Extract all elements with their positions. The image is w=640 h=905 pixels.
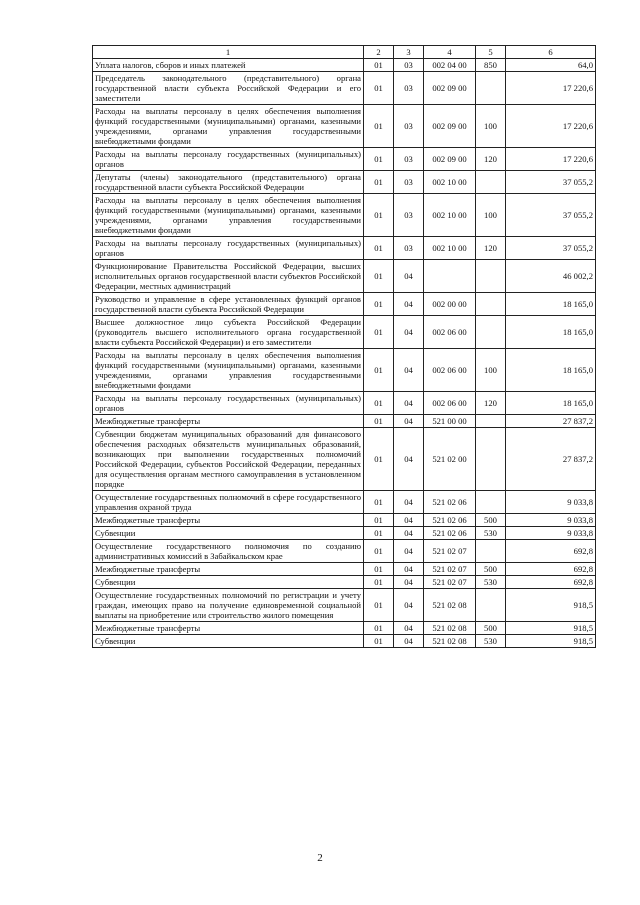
cell-expense-type: 500 xyxy=(476,514,506,527)
cell-amount: 9 033,8 xyxy=(506,491,596,514)
cell-subsection: 03 xyxy=(394,194,424,237)
cell-target-article: 521 02 07 xyxy=(424,540,476,563)
cell-subsection: 04 xyxy=(394,514,424,527)
cell-name: Председатель законодательного (представительного) органа государственной власти субъекта Российской Федерации и его заместители xyxy=(93,72,364,105)
cell-section: 01 xyxy=(364,392,394,415)
cell-section: 01 xyxy=(364,316,394,349)
table-row xyxy=(93,527,596,540)
cell-amount: 9 033,8 xyxy=(506,514,596,527)
cell-amount: 17 220,6 xyxy=(506,105,596,148)
cell-target-article: 002 04 00 xyxy=(424,59,476,72)
cell-section: 01 xyxy=(364,576,394,589)
cell-target-article: 521 02 00 xyxy=(424,428,476,491)
table-row xyxy=(93,415,596,428)
cell-amount: 37 055,2 xyxy=(506,171,596,194)
page-number: 2 xyxy=(317,852,323,864)
cell-target-article: 002 10 00 xyxy=(424,194,476,237)
cell-target-article: 002 00 00 xyxy=(424,293,476,316)
cell-name: Расходы на выплаты персоналу в целях обеспечения выполнения функций государственными (муниципальными) органами, казенными учреждениями, органами управления государственными внебюджетными фондами xyxy=(93,105,364,148)
cell-expense-type: 850 xyxy=(476,59,506,72)
cell-subsection: 03 xyxy=(394,72,424,105)
cell-amount: 18 165,0 xyxy=(506,349,596,392)
cell-name: Расходы на выплаты персоналу государственных (муниципальных) органов xyxy=(93,148,364,171)
cell-name: Межбюджетные трансферты xyxy=(93,415,364,428)
cell-name: Осуществление государственного полномочия по созданию административных комиссий в Забайкальском крае xyxy=(93,540,364,563)
cell-name: Расходы на выплаты персоналу в целях обеспечения выполнения функций государственными (муниципальными) органами, казенными учреждениями, органами управления государственными внебюджетными фондами xyxy=(93,194,364,237)
budget-table xyxy=(92,45,596,648)
cell-section: 01 xyxy=(364,514,394,527)
cell-expense-type xyxy=(476,491,506,514)
cell-target-article: 002 09 00 xyxy=(424,72,476,105)
header-col-4: 4 xyxy=(424,46,476,59)
cell-expense-type: 120 xyxy=(476,237,506,260)
cell-name: Субвенции xyxy=(93,576,364,589)
cell-expense-type: 120 xyxy=(476,148,506,171)
cell-subsection: 04 xyxy=(394,527,424,540)
cell-section: 01 xyxy=(364,237,394,260)
cell-name: Субвенции xyxy=(93,527,364,540)
cell-amount: 692,8 xyxy=(506,563,596,576)
cell-name: Расходы на выплаты персоналу государственных (муниципальных) органов xyxy=(93,237,364,260)
header-col-6: 6 xyxy=(506,46,596,59)
cell-amount: 64,0 xyxy=(506,59,596,72)
cell-expense-type: 500 xyxy=(476,563,506,576)
cell-expense-type: 530 xyxy=(476,527,506,540)
cell-target-article: 002 09 00 xyxy=(424,148,476,171)
cell-subsection: 04 xyxy=(394,392,424,415)
cell-name: Руководство и управление в сфере установленных функций органов государственной власти субъекта Российской Федерации xyxy=(93,293,364,316)
cell-target-article: 002 10 00 xyxy=(424,237,476,260)
table-row xyxy=(93,105,596,148)
cell-amount: 27 837,2 xyxy=(506,428,596,491)
cell-subsection: 04 xyxy=(394,349,424,392)
cell-target-article xyxy=(424,260,476,293)
cell-amount: 9 033,8 xyxy=(506,527,596,540)
cell-expense-type xyxy=(476,589,506,622)
cell-name: Расходы на выплаты персоналу в целях обеспечения выполнения функций государственными (муниципальными) органами, казенными учреждениями, органами управления государственными внебюджетными фондами xyxy=(93,349,364,392)
cell-expense-type: 530 xyxy=(476,576,506,589)
cell-section: 01 xyxy=(364,72,394,105)
table-row xyxy=(93,622,596,635)
table-row xyxy=(93,293,596,316)
cell-target-article: 521 02 08 xyxy=(424,635,476,648)
cell-target-article: 521 02 06 xyxy=(424,527,476,540)
cell-section: 01 xyxy=(364,59,394,72)
cell-amount: 37 055,2 xyxy=(506,237,596,260)
cell-amount: 918,5 xyxy=(506,589,596,622)
header-col-3: 3 xyxy=(394,46,424,59)
cell-section: 01 xyxy=(364,171,394,194)
cell-expense-type: 530 xyxy=(476,635,506,648)
table-row xyxy=(93,59,596,72)
cell-expense-type xyxy=(476,428,506,491)
cell-expense-type xyxy=(476,316,506,349)
cell-subsection: 04 xyxy=(394,622,424,635)
cell-name: Расходы на выплаты персоналу государственных (муниципальных) органов xyxy=(93,392,364,415)
table-row xyxy=(93,635,596,648)
cell-target-article: 521 02 08 xyxy=(424,622,476,635)
cell-target-article: 521 02 07 xyxy=(424,563,476,576)
cell-subsection: 04 xyxy=(394,415,424,428)
table-row xyxy=(93,514,596,527)
cell-section: 01 xyxy=(364,105,394,148)
table-row xyxy=(93,589,596,622)
table-row xyxy=(93,392,596,415)
cell-subsection: 04 xyxy=(394,576,424,589)
cell-amount: 918,5 xyxy=(506,635,596,648)
cell-amount: 17 220,6 xyxy=(506,148,596,171)
cell-subsection: 04 xyxy=(394,428,424,491)
cell-amount: 46 002,2 xyxy=(506,260,596,293)
cell-subsection: 04 xyxy=(394,635,424,648)
cell-expense-type: 100 xyxy=(476,349,506,392)
cell-section: 01 xyxy=(364,349,394,392)
table-row xyxy=(93,540,596,563)
header-col-5: 5 xyxy=(476,46,506,59)
cell-amount: 692,8 xyxy=(506,540,596,563)
cell-name: Депутаты (члены) законодательного (представительного) органа государственной власти субъекта Российской Федерации xyxy=(93,171,364,194)
cell-section: 01 xyxy=(364,428,394,491)
cell-subsection: 03 xyxy=(394,148,424,171)
cell-name: Субвенции бюджетам муниципальных образований для финансового обеспечения расходных обязательств муниципальных образований, возникающих при выполнении государственных полномочий Российской Федерации, субъектов Российской Федерации, переданных для осуществления органам местного самоуправления в установленном порядке xyxy=(93,428,364,491)
table-header xyxy=(93,46,596,59)
cell-target-article: 002 06 00 xyxy=(424,392,476,415)
cell-amount: 18 165,0 xyxy=(506,316,596,349)
cell-amount: 692,8 xyxy=(506,576,596,589)
cell-expense-type xyxy=(476,171,506,194)
cell-section: 01 xyxy=(364,148,394,171)
cell-expense-type xyxy=(476,540,506,563)
table-row xyxy=(93,349,596,392)
cell-subsection: 03 xyxy=(394,171,424,194)
cell-section: 01 xyxy=(364,635,394,648)
table-row xyxy=(93,148,596,171)
cell-subsection: 03 xyxy=(394,237,424,260)
cell-target-article: 521 02 07 xyxy=(424,576,476,589)
header-col-2: 2 xyxy=(364,46,394,59)
cell-section: 01 xyxy=(364,415,394,428)
table-row xyxy=(93,316,596,349)
cell-section: 01 xyxy=(364,622,394,635)
cell-section: 01 xyxy=(364,527,394,540)
cell-section: 01 xyxy=(364,260,394,293)
cell-name: Межбюджетные трансферты xyxy=(93,514,364,527)
cell-expense-type: 120 xyxy=(476,392,506,415)
cell-subsection: 03 xyxy=(394,59,424,72)
cell-section: 01 xyxy=(364,563,394,576)
cell-expense-type: 100 xyxy=(476,194,506,237)
cell-section: 01 xyxy=(364,293,394,316)
cell-target-article: 521 02 08 xyxy=(424,589,476,622)
cell-target-article: 002 09 00 xyxy=(424,105,476,148)
table-row xyxy=(93,194,596,237)
cell-subsection: 04 xyxy=(394,589,424,622)
cell-expense-type: 100 xyxy=(476,105,506,148)
cell-subsection: 04 xyxy=(394,491,424,514)
cell-section: 01 xyxy=(364,589,394,622)
cell-expense-type: 500 xyxy=(476,622,506,635)
cell-subsection: 04 xyxy=(394,563,424,576)
cell-amount: 18 165,0 xyxy=(506,392,596,415)
cell-target-article: 521 00 00 xyxy=(424,415,476,428)
cell-name: Функционирование Правительства Российской Федерации, высших исполнительных органов государственной власти субъектов Российской Федерации, местных администраций xyxy=(93,260,364,293)
table-row xyxy=(93,72,596,105)
table-row xyxy=(93,576,596,589)
cell-amount: 918,5 xyxy=(506,622,596,635)
cell-name: Субвенции xyxy=(93,635,364,648)
cell-section: 01 xyxy=(364,194,394,237)
cell-expense-type xyxy=(476,293,506,316)
cell-section: 01 xyxy=(364,491,394,514)
table-row xyxy=(93,491,596,514)
table-row xyxy=(93,428,596,491)
cell-name: Межбюджетные трансферты xyxy=(93,563,364,576)
cell-target-article: 002 06 00 xyxy=(424,316,476,349)
cell-subsection: 04 xyxy=(394,260,424,293)
cell-amount: 27 837,2 xyxy=(506,415,596,428)
cell-name: Уплата налогов, сборов и иных платежей xyxy=(93,59,364,72)
cell-subsection: 03 xyxy=(394,105,424,148)
cell-section: 01 xyxy=(364,540,394,563)
table-row xyxy=(93,237,596,260)
cell-amount: 18 165,0 xyxy=(506,293,596,316)
cell-target-article: 002 06 00 xyxy=(424,349,476,392)
cell-target-article: 521 02 06 xyxy=(424,491,476,514)
cell-target-article: 521 02 06 xyxy=(424,514,476,527)
cell-name: Высшее должностное лицо субъекта Российской Федерации (руководитель высшего исполнительного органа государственной власти субъекта Российской Федерации) и его заместители xyxy=(93,316,364,349)
cell-expense-type xyxy=(476,260,506,293)
cell-amount: 37 055,2 xyxy=(506,194,596,237)
cell-target-article: 002 10 00 xyxy=(424,171,476,194)
cell-expense-type xyxy=(476,72,506,105)
cell-subsection: 04 xyxy=(394,316,424,349)
table-body xyxy=(93,59,596,648)
cell-name: Межбюджетные трансферты xyxy=(93,622,364,635)
cell-amount: 17 220,6 xyxy=(506,72,596,105)
cell-name: Осуществление государственных полномочий в сфере государственного управления охраной труда xyxy=(93,491,364,514)
table-row xyxy=(93,563,596,576)
cell-subsection: 04 xyxy=(394,293,424,316)
cell-subsection: 04 xyxy=(394,540,424,563)
table-row xyxy=(93,171,596,194)
cell-name: Осуществление государственных полномочий по регистрации и учету граждан, имеющих право на получение единовременной социальной выплаты на приобретение или строительство жилого помещения xyxy=(93,589,364,622)
table-row xyxy=(93,260,596,293)
header-col-1: 1 xyxy=(93,46,364,59)
cell-expense-type xyxy=(476,415,506,428)
